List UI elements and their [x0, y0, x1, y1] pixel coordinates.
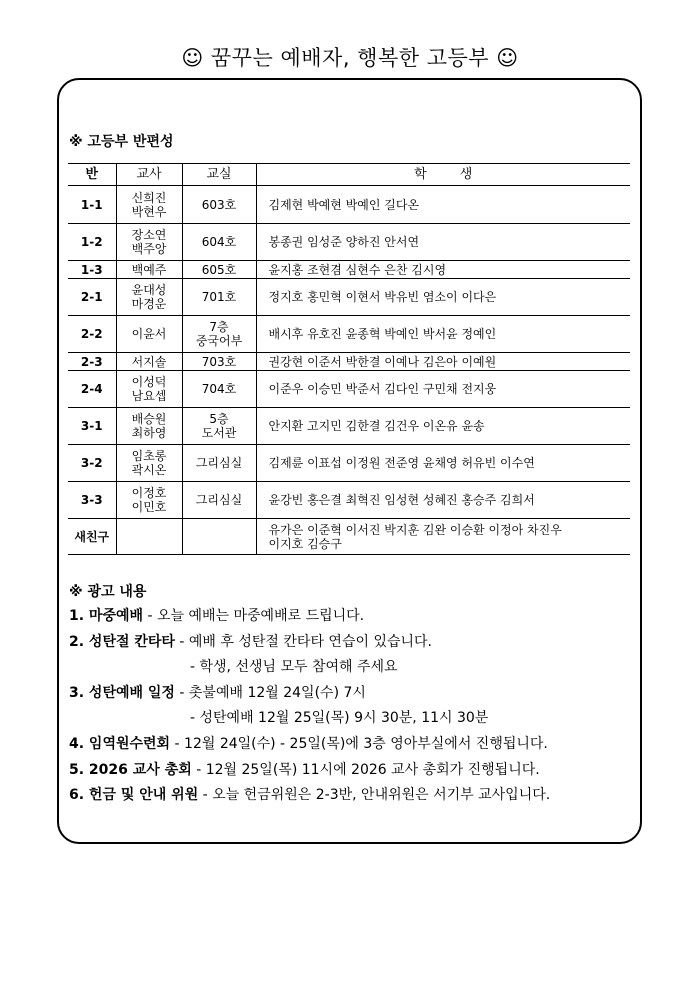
teacher-name: 신희진 [131, 190, 167, 205]
room-cell [182, 279, 256, 316]
students-cell [256, 279, 630, 316]
table-row [68, 224, 630, 261]
room-cell [182, 371, 256, 408]
class-cell: 1-1 [68, 186, 116, 224]
class-cell: 2-2 [68, 316, 116, 353]
teacher-cell [116, 224, 182, 261]
notice-title: 6. 헌금 및 안내 위원 [69, 787, 199, 804]
table-row [68, 519, 630, 555]
teacher-name: 이성덕 [131, 375, 167, 389]
notice-title: 4. 임역원수련회 [69, 735, 171, 752]
teacher-name: 서지솔 [131, 354, 167, 369]
students-line: 이지호 김승구 [268, 536, 342, 551]
teacher-cell [116, 261, 182, 279]
notice-text: - 학생, 선생님 모두 참여해 주세요 [190, 659, 398, 676]
students-line: 봉종권 임성준 양하진 안서연 [268, 235, 420, 249]
room-name: 중국어부 [195, 334, 243, 348]
notice-text: - 12월 25일(목) 11시에 2026 교사 총회가 진행됩니다. [191, 761, 540, 778]
students-line: 권강현 이준서 박한결 이예나 김은아 이예원 [268, 354, 497, 369]
room-cell [182, 316, 256, 353]
table-row [68, 186, 630, 224]
room-name: 704호 [201, 382, 237, 396]
notice-title: 1. 마중예배 [69, 608, 144, 624]
table-row [68, 261, 630, 279]
notice-text: - 예배 후 성탄절 칸타타 연습이 있습니다. [174, 633, 432, 650]
notice-text: - 오늘 헌금위원은 2-3반, 안내위원은 서기부 교사입니다. [198, 787, 551, 804]
teacher-name: 백예주 [131, 262, 167, 277]
teacher-name: 이정호 [131, 486, 167, 500]
room-name: 도서관 [201, 426, 237, 440]
room-cell [182, 353, 256, 371]
notice-item [69, 706, 629, 732]
teacher-name: 이윤서 [131, 327, 167, 341]
class-cell: 2-3 [68, 353, 116, 371]
teacher-name: 마경운 [131, 297, 167, 311]
students-cell [256, 482, 630, 519]
room-cell [182, 519, 256, 555]
students-cell [256, 261, 630, 279]
table-row [68, 353, 630, 371]
teacher-cell [116, 316, 182, 353]
page-title: ☺ 꿈꾸는 예배자, 행복한 고등부 ☺ [181, 46, 519, 70]
teacher-name: 임초롱 [131, 449, 167, 463]
room-cell [182, 482, 256, 519]
notice-item [69, 758, 629, 784]
teacher-name: 남요셉 [131, 389, 167, 403]
class-cell: 1-3 [68, 261, 116, 279]
teacher-name: 박현우 [131, 204, 167, 219]
students-line: 이준우 이승민 박준서 김다인 구민채 전지웅 [268, 382, 497, 396]
notice-item [69, 732, 629, 758]
table-row [68, 408, 630, 445]
students-line: 윤지홍 조현겸 심현수 은찬 김시영 [268, 262, 447, 277]
table-row [68, 445, 630, 482]
teacher-cell [116, 519, 182, 555]
students-cell [256, 353, 630, 371]
notice-text: - 12월 24일(수) - 25일(목)에 3층 영아부실에서 진행됩니다. [170, 735, 548, 752]
table-row [68, 279, 630, 316]
room-name: 7층 [209, 320, 229, 334]
room-name: 603호 [201, 197, 237, 212]
notice-item [69, 604, 629, 630]
students-line: 배시후 유호진 윤종혁 박예인 박서윤 정예인 [268, 327, 497, 341]
roster-table [68, 163, 630, 555]
notices-heading: ※ 광고 내용 [69, 584, 147, 600]
room-name: 그리심실 [195, 456, 243, 470]
room-name: 701호 [201, 290, 237, 304]
students-cell [256, 224, 630, 261]
column-header-teacher: 교사 [116, 164, 182, 186]
room-name: 그리심실 [195, 493, 243, 507]
notice-text: - 촛불예배 12월 24일(수) 7시 [174, 684, 366, 701]
notice-text: - 성탄예배 12월 25일(목) 9시 30분, 11시 30분 [190, 710, 489, 727]
students-line: 김제륜 이표섭 이정원 전준영 윤채영 허유빈 이수연 [268, 456, 535, 470]
class-cell: 새친구 [68, 519, 116, 555]
students-line: 윤강빈 홍은결 최혁진 임성현 성혜진 홍승주 김희서 [268, 493, 535, 507]
notice-title: 3. 성탄예배 일정 [69, 684, 175, 701]
students-cell [256, 408, 630, 445]
room-cell [182, 224, 256, 261]
class-cell: 2-1 [68, 279, 116, 316]
notice-item [69, 681, 629, 707]
notice-item [69, 783, 629, 809]
class-cell: 3-1 [68, 408, 116, 445]
class-cell: 3-2 [68, 445, 116, 482]
teacher-name: 이민호 [131, 500, 167, 514]
room-cell [182, 408, 256, 445]
notice-item [69, 655, 629, 681]
teacher-cell [116, 482, 182, 519]
table-row [68, 482, 630, 519]
class-cell: 3-3 [68, 482, 116, 519]
teacher-name: 곽시온 [131, 463, 167, 477]
students-cell [256, 316, 630, 353]
notices-list [69, 604, 629, 809]
table-row [68, 371, 630, 408]
students-line: 유가은 이준혁 이서진 박지훈 김완 이승환 이정아 차진우 [268, 522, 562, 537]
room-cell [182, 186, 256, 224]
room-name: 703호 [201, 354, 237, 369]
notice-title: 5. 2026 교사 총회 [69, 761, 192, 778]
teacher-cell [116, 279, 182, 316]
column-header-class: 반 [68, 164, 116, 186]
students-cell [256, 445, 630, 482]
students-line: 정지호 홍민혁 이현서 박유빈 염소이 이다은 [268, 290, 497, 304]
room-cell [182, 445, 256, 482]
roster-heading: ※ 고등부 반편성 [69, 134, 174, 150]
students-line: 안지환 고지민 김한결 김건우 이온유 윤송 [268, 419, 485, 433]
teacher-name: 최하영 [131, 426, 167, 440]
class-cell: 2-4 [68, 371, 116, 408]
students-cell [256, 371, 630, 408]
students-cell [256, 519, 630, 555]
teacher-cell [116, 353, 182, 371]
column-header-room: 교실 [182, 164, 256, 186]
teacher-cell [116, 445, 182, 482]
roster-header-row [68, 164, 630, 186]
room-name: 604호 [201, 235, 237, 249]
teacher-name: 배승원 [131, 412, 167, 426]
teacher-name: 백주앙 [131, 242, 167, 256]
notice-title: 2. 성탄절 칸타타 [69, 633, 175, 650]
teacher-name: 장소연 [131, 228, 167, 242]
notice-item [69, 630, 629, 656]
teacher-cell [116, 186, 182, 224]
teacher-name: 윤대성 [131, 283, 167, 297]
notice-text: - 오늘 예배는 마중예배로 드립니다. [143, 608, 365, 624]
column-header-students: 학 생 [256, 164, 630, 186]
students-cell [256, 186, 630, 224]
table-row [68, 316, 630, 353]
students-line: 김제현 박예현 박예인 길다온 [268, 197, 420, 212]
teacher-cell [116, 371, 182, 408]
room-name: 605호 [201, 262, 237, 277]
room-name: 5층 [209, 412, 229, 426]
class-cell: 1-2 [68, 224, 116, 261]
teacher-cell [116, 408, 182, 445]
room-cell [182, 261, 256, 279]
